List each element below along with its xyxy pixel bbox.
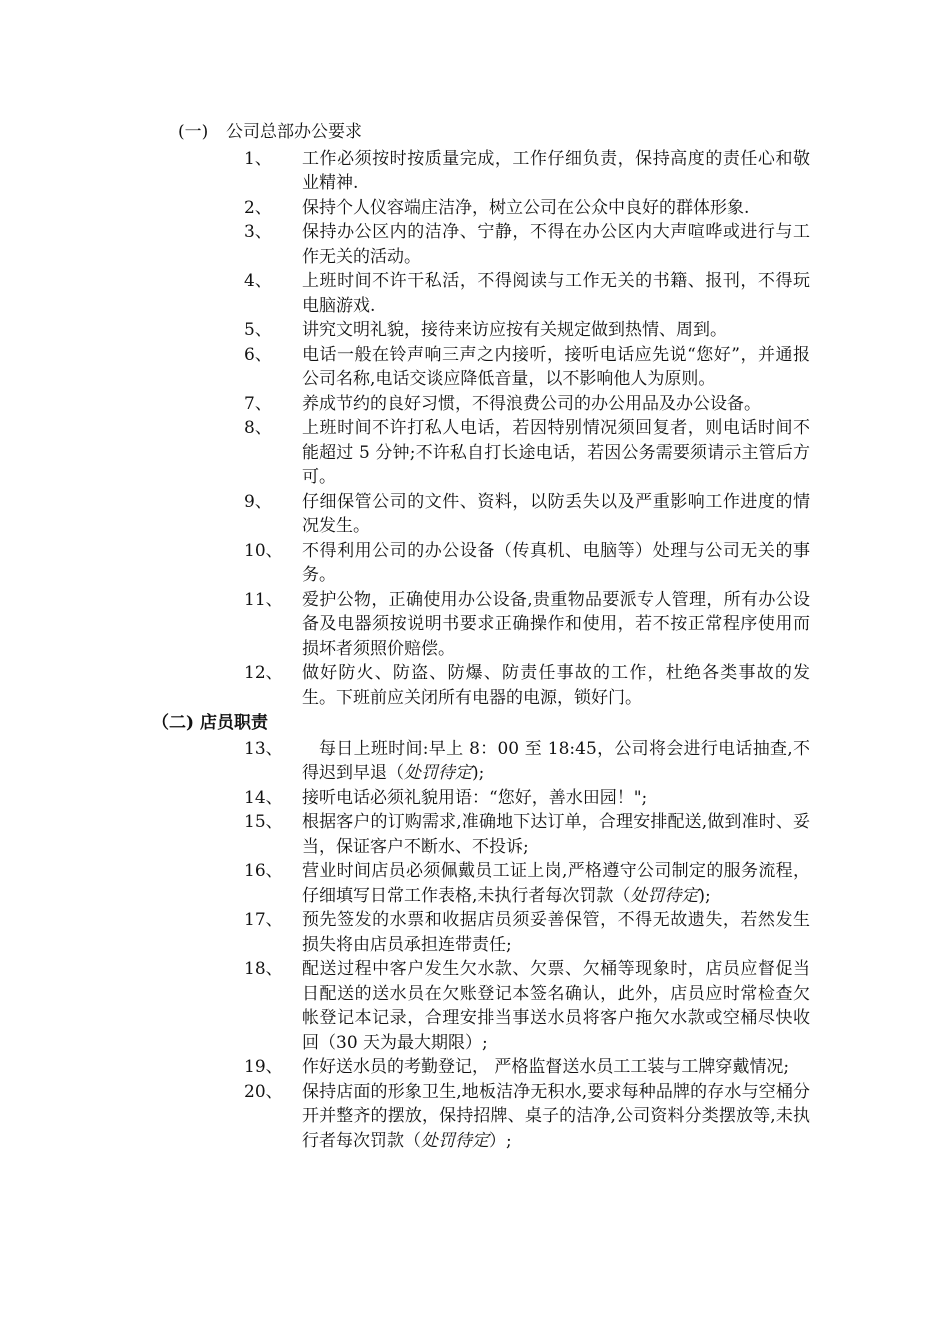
section-number: (一) — [178, 122, 209, 142]
item-text: 接听电话必须礼貌用语：“您好，善水田园！"; — [302, 787, 648, 808]
list-item — [0, 269, 950, 318]
penalty-note: 处罚待定 — [404, 763, 472, 783]
item-number: 9、 — [244, 491, 272, 512]
item-number: 8、 — [244, 418, 272, 438]
item-number: 12、 — [244, 663, 283, 683]
item-number: 11、 — [244, 589, 283, 610]
item-number: 1、 — [244, 148, 272, 169]
section-title: 公司总部办公要求 — [226, 122, 362, 142]
item-text: 作好送水员的考勤登记， 严格监督送水员工工装与工牌穿戴情况; — [302, 1057, 790, 1077]
item-text-part: ); — [472, 763, 485, 783]
item-text: 做好防火、防盗、防爆、防责任事故的工作，杜绝各类事故的发生。下班前应关闭所有电器的电源，锁好门。 — [302, 663, 810, 708]
item-number: 19、 — [244, 1057, 283, 1077]
item-number: 15、 — [244, 812, 283, 832]
list-item — [0, 539, 950, 588]
item-number: 13、 — [244, 738, 283, 759]
list-item — [0, 957, 950, 1055]
list-item — [0, 1080, 950, 1154]
item-text — [302, 1080, 810, 1154]
item-text-part: 营业时间店员必须佩戴员工证上岗,严格遵守公司制定的服务流程，仔细填写日常工作表格,未执行者每次罚款（ — [302, 861, 810, 906]
item-text-part: 每日上班时间:早上 8：00 至 18:45，公司将会进行电话抽查,不得迟到早退（ — [302, 738, 810, 783]
item-text: 预先签发的水票和收据店员须妥善保管，不得无故遗失，若然发生损失将由店员承担连带责任; — [302, 910, 810, 955]
list-item — [0, 859, 950, 908]
item-text — [302, 859, 810, 908]
item-number: 6、 — [244, 344, 272, 365]
list-item — [0, 343, 950, 392]
list-item — [0, 196, 950, 221]
item-number: 18、 — [244, 959, 283, 979]
item-number: 7、 — [244, 393, 272, 414]
list-item — [0, 786, 950, 811]
item-text-part: ）; — [489, 1130, 512, 1151]
item-text: 爱护公物，正确使用办公设备,贵重物品要派专人管理，所有办公设备及电器须按说明书要求正确操作和使用，若不按正常程序使用而损坏者须照价赔偿。 — [302, 589, 810, 659]
item-number: 2、 — [244, 197, 272, 218]
item-text: 仔细保管公司的文件、资料，以防丢失以及严重影响工作进度的情况发生。 — [302, 491, 810, 536]
section-1-list — [0, 147, 950, 711]
item-text: 根据客户的订购需求,准确地下达订单，合理安排配送,做到准时、妥当，保证客户不断水、不投诉; — [302, 812, 810, 857]
list-item — [0, 588, 950, 662]
item-number: 20、 — [244, 1081, 283, 1102]
item-text: 保持办公区内的洁净、宁静，不得在办公区内大声喧哗或进行与工作无关的活动。 — [302, 222, 810, 267]
item-text: 讲究文明礼貌，接待来访应按有关规定做到热情、周到。 — [302, 320, 727, 340]
item-text-part: ); — [698, 885, 711, 906]
penalty-note: 处罚待定 — [630, 885, 699, 906]
list-item — [0, 737, 950, 786]
item-text: 不得利用公司的办公设备（传真机、电脑等）处理与公司无关的事务。 — [302, 540, 810, 585]
section-heading-2: （二) 店员职责 — [152, 713, 268, 733]
list-item — [0, 318, 950, 343]
item-text: 养成节约的良好习惯，不得浪费公司的办公用品及办公设备。 — [302, 393, 761, 414]
item-text: 工作必须按时按质量完成，工作仔细负责，保持高度的责任心和敬业精神. — [302, 148, 810, 193]
item-text — [302, 737, 810, 786]
item-number: 16、 — [244, 861, 283, 881]
item-number: 4、 — [244, 271, 272, 291]
section-heading-1 — [178, 120, 950, 145]
item-number: 3、 — [244, 222, 272, 242]
list-item — [0, 416, 950, 490]
document-body — [0, 120, 950, 1153]
item-text: 上班时间不许干私活，不得阅读与工作无关的书籍、报刊，不得玩电脑游戏. — [302, 271, 810, 316]
item-text: 配送过程中客户发生欠水款、欠票、欠桶等现象时，店员应督促当日配送的送水员在欠账登记本签名确认，此外，店员应时常检查欠帐登记本记录，合理安排当事送水员将客户拖欠水款或空桶尽快收回（30 天为最大期限）; — [302, 959, 810, 1053]
item-text: 电话一般在铃声响三声之内接听，接听电话应先说“您好”，并通报公司名称,电话交谈应降低音量，以不影响他人为原则。 — [302, 344, 810, 389]
list-item — [0, 908, 950, 957]
item-text-part: 保持店面的形象卫生,地板洁净无积水,要求每种品牌的存水与空桶分开并整齐的摆放，保持招牌、桌子的洁净,公司资料分类摆放等,未执行者每次罚款（ — [302, 1081, 810, 1151]
list-item — [0, 220, 950, 269]
item-number: 10、 — [244, 540, 283, 561]
item-text: 保持个人仪容端庄洁净，树立公司在公众中良好的群体形象. — [302, 197, 750, 218]
list-item — [0, 392, 950, 417]
list-item — [0, 147, 950, 196]
item-number: 5、 — [244, 320, 272, 340]
list-item — [0, 1055, 950, 1080]
item-number: 14、 — [244, 787, 283, 808]
list-item — [0, 661, 950, 710]
list-item — [0, 810, 950, 859]
item-number: 17、 — [244, 910, 283, 930]
list-item — [0, 490, 950, 539]
section-2-list — [0, 737, 950, 1154]
penalty-note: 处罚待定 — [421, 1130, 489, 1151]
item-text: 上班时间不许打私人电话，若因特别情况须回复者，则电话时间不能超过 5 分钟;不许私自打长途电话，若因公务需要须请示主管后方可。 — [302, 418, 810, 487]
